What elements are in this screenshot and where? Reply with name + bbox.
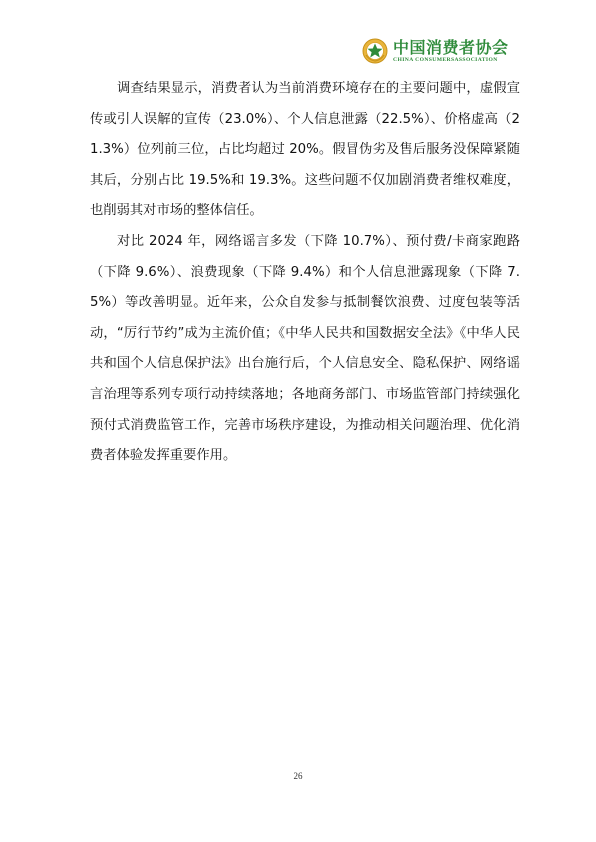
page-number: 26 — [293, 771, 303, 781]
organization-name-cn: 中国消费者协会 — [393, 38, 509, 57]
paragraph-comparison-2024: 对比 2024 年，网络谣言多发（下降 10.7%）、预付费/卡商家跑路（下降 9.6%）、浪费现象（下降 9.4%）和个人信息泄露现象（下降 7.5%）等改善明显。近年来，公众自发参与抵制餐饮浪费、过度包装等活动，“厉行节约”成为主流价值；《中华人民共和国数据安全法》《中华人民共和国个人信息保护法》出台施行后，个人信息安全、隐私保护、网络谣言治理等系列专项行动持续落地；各地商务部门、市场监管部门持续强化预付式消费监管工作，完善市场秩序建设，为推动相关问题治理、优化消费者体验发挥重要作用。 — [90, 233, 520, 464]
organization-name-en: CHINA CONSUMERSASSOCIATION — [393, 57, 498, 63]
consumer-association-emblem-icon — [362, 38, 388, 64]
header-logo — [362, 38, 542, 68]
body-text — [90, 74, 520, 472]
paragraph-survey-results: 调查结果显示，消费者认为当前消费环境存在的主要问题中，虚假宣传或引人误解的宣传（23.0%）、个人信息泄露（22.5%）、价格虚高（21.3%）位列前三位，占比均超过 20%。假冒伪劣及售后服务没保障紧随其后，分别占比 19.5%和 19.3%。这些问题不仅加剧消费者维权难度，也削弱其对市场的整体信任。 — [90, 81, 520, 219]
